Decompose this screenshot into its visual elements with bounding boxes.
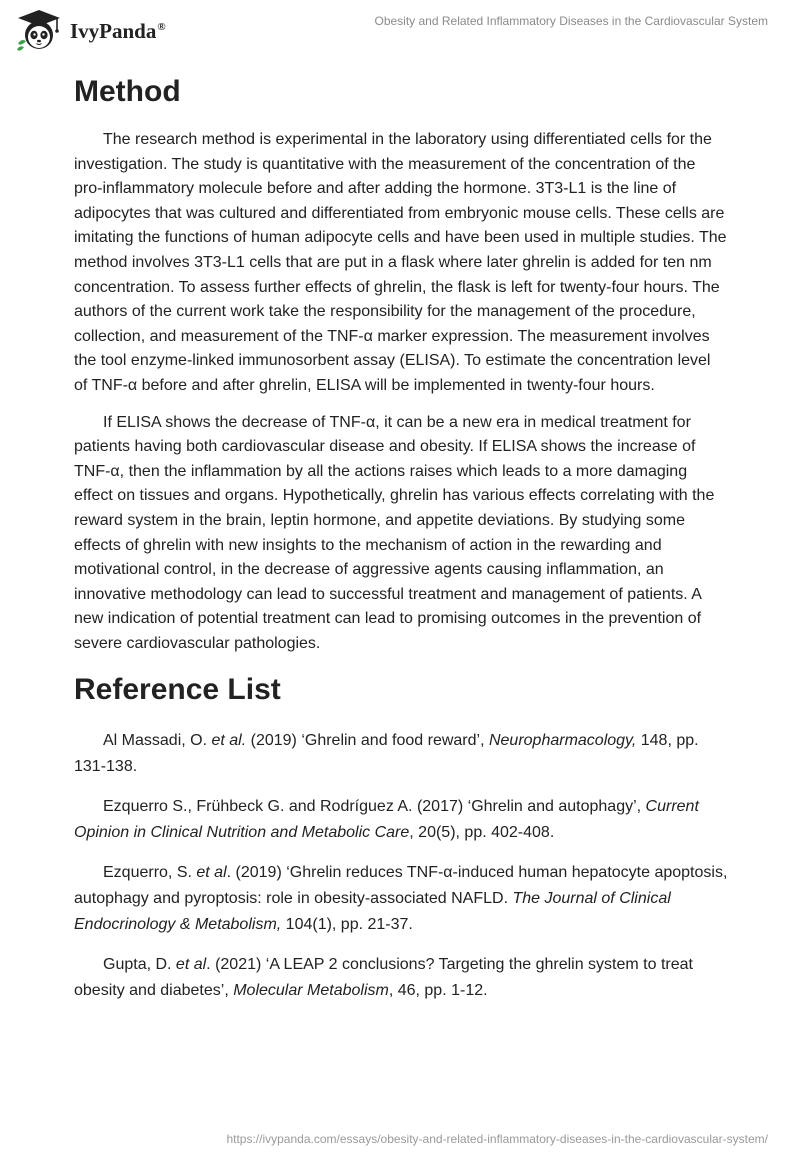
document-title: Obesity and Related Inflammatory Diseases in the Cardiovascular System xyxy=(374,14,768,28)
page-header xyxy=(0,0,800,62)
reference-item: Ezquerro, S. et al. (2019) ‘Ghrelin reduces TNF-α-induced human hepatocyte apoptosis, autophagy and pyroptosis: role in obesity-associated NAFLD. The Journal of Clinical Endocrinology & Metabolism, 104(1), pp. 21-37. xyxy=(74,864,728,934)
panda-graduate-icon xyxy=(14,8,64,52)
reference-item: Al Massadi, O. et al. (2019) ‘Ghrelin and food reward’, Neuropharmacology, 148, pp. 131-138. xyxy=(74,732,699,776)
logo-wordmark: IvyPanda® xyxy=(70,18,166,43)
reference-list-heading: Reference List xyxy=(74,673,281,707)
source-url-link[interactable]: https://ivypanda.com/essays/obesity-and-related-inflammatory-diseases-in-the-cardiovascular-system/ xyxy=(226,1132,768,1146)
method-paragraph: If ELISA shows the decrease of TNF-α, it can be a new era in medical treatment for patients having both cardiovascular disease and obesity. If ELISA shows the increase of TNF-α, then the inflammation by all the actions raises which leads to a more damaging effect on tissues and organs. Hypothetically, ghrelin has various effects correlating with the reward system in the brain, leptin hormone, and appetite deviations. By studying some effects of ghrelin with new insights to the mechanism of action in the rewarding and motivational control, in the decrease of aggressive agents causing inflammation, an innovative methodology can lead to successful treatment and management of patients. A new indication of potential treatment can lead to promising outcomes in the prevention of severe cardiovascular pathologies. xyxy=(74,413,715,652)
reference-item: Ezquerro S., Frühbeck G. and Rodríguez A. (2017) ‘Ghrelin and autophagy’, Current Opinion in Clinical Nutrition and Metabolic Care, 20(5), pp. 402-408. xyxy=(74,798,699,842)
method-heading: Method xyxy=(74,75,181,108)
essay-content xyxy=(74,70,728,1018)
method-paragraph: The research method is experimental in the laboratory using differentiated cells for the investigation. The study is quantitative with the measurement of the concentration of the pro-inflammatory molecule before and after adding the hormone. 3T3-L1 is the line of adipocytes that was cultured and differentiated from embryonic mouse cells. These cells are imitating the functions of human adipocyte cells and have been used in multiple studies. The method involves 3T3-L1 cells that are put in a flask where later ghrelin is added for ten nm concentration. To assess further effects of ghrelin, the flask is left for twenty-four hours. The authors of the current work take the responsibility for the management of the procedure, collection, and measurement of the TNF-α marker expression. The measurement involves the tool enzyme-linked immunosorbent assay (ELISA). To estimate the concentration level of TNF-α before and after ghrelin, ELISA will be implemented in twenty-four hours. xyxy=(74,131,727,394)
reference-item: Gupta, D. et al. (2021) ‘A LEAP 2 conclusions? Targeting the ghrelin system to treat obesity and diabetes’, Molecular Metabolism, 46, pp. 1-12. xyxy=(74,956,693,1000)
ivypanda-logo[interactable] xyxy=(14,8,166,52)
